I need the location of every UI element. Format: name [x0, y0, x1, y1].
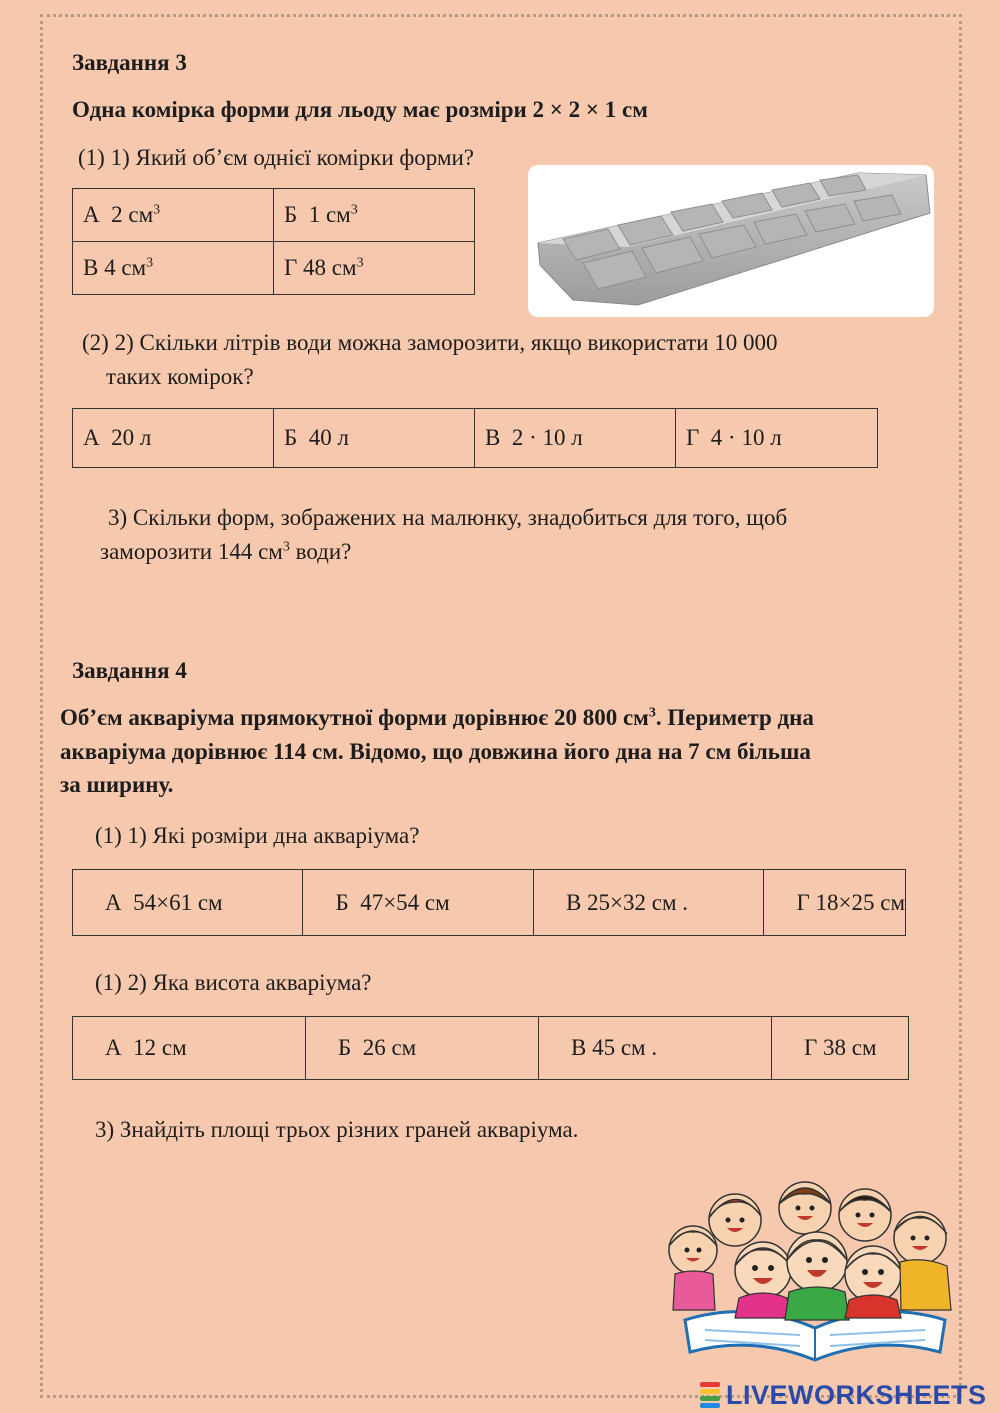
option-cell[interactable]: Б 40 л [274, 409, 475, 468]
option-cell[interactable]: В 4 $см^3$ [73, 242, 274, 295]
task3-question-2-line1: (2) 2) Скільки літрів води можна заморозити, якщо використати 10 000 [82, 330, 778, 355]
option-cell[interactable]: Б 26 см [306, 1017, 539, 1080]
liveworksheets-logo [700, 1378, 987, 1412]
option-cell[interactable]: А 54×61 см [73, 870, 303, 936]
task3-question-3-line2: заморозити 144 $см^3$ води? [100, 539, 352, 564]
option-cell[interactable]: В 25×32 см . [533, 870, 764, 936]
option-cell[interactable]: Г 4 · 10 л [676, 409, 878, 468]
task4-statement-line3: за ширину. [60, 772, 174, 797]
task3-q1-options [72, 188, 475, 295]
option-cell[interactable]: В 2 · 10 л [475, 409, 676, 468]
task3-question-3-line1: 3) Скільки форм, зображених на малюнку, знадобиться для того, щоб [108, 505, 788, 530]
option-cell[interactable]: В 45 см . [539, 1017, 772, 1080]
option-cell[interactable]: А 20 л [73, 409, 274, 468]
logo-text: LIVEWORKSHEETS [726, 1379, 987, 1410]
task3-question-2-line2: таких комірок? [106, 364, 254, 389]
children-reading-illustration [655, 1170, 975, 1365]
option-cell[interactable]: Г 18×25 см [764, 870, 906, 936]
task4-statement-line2: акваріума дорівнює 114 см. Відомо, що довжина його дна на 7 см більша [60, 739, 811, 764]
option-cell[interactable]: Б 1 $см^3$ [274, 189, 475, 242]
option-cell[interactable]: Г 48 $см^3$ [274, 242, 475, 295]
option-cell[interactable]: Г 38 см [772, 1017, 909, 1080]
task4-q2-options [72, 1016, 909, 1080]
task3-statement: Одна комірка форми для льоду має розміри 2 × 2 × 1 см [72, 97, 648, 122]
option-cell[interactable]: А 2 $см^3$ [73, 189, 274, 242]
ice-tray-image [528, 165, 934, 317]
task4-question-3: 3) Знайдіть площі трьох різних граней акваріума. [95, 1117, 579, 1142]
logo-mark-icon [700, 1382, 720, 1408]
task4-statement-line1: Об’єм акваріума прямокутної форми дорівнює 20 800 $см^3$. Периметр дна [60, 705, 814, 730]
task4-question-1: (1) 1) Які розміри дна акваріума? [95, 823, 420, 848]
task4-heading: Завдання 4 [72, 658, 187, 683]
task3-question-1: (1) 1) Який об’єм однієї комірки форми? [78, 145, 475, 170]
option-cell[interactable]: Б 47×54 см [303, 870, 533, 936]
option-cell[interactable]: А 12 см [73, 1017, 306, 1080]
task3-heading: Завдання 3 [72, 50, 187, 75]
task4-q1-options [72, 869, 906, 936]
task4-question-2: (1) 2) Яка висота акваріума? [95, 970, 372, 995]
task3-q2-options [72, 408, 878, 468]
